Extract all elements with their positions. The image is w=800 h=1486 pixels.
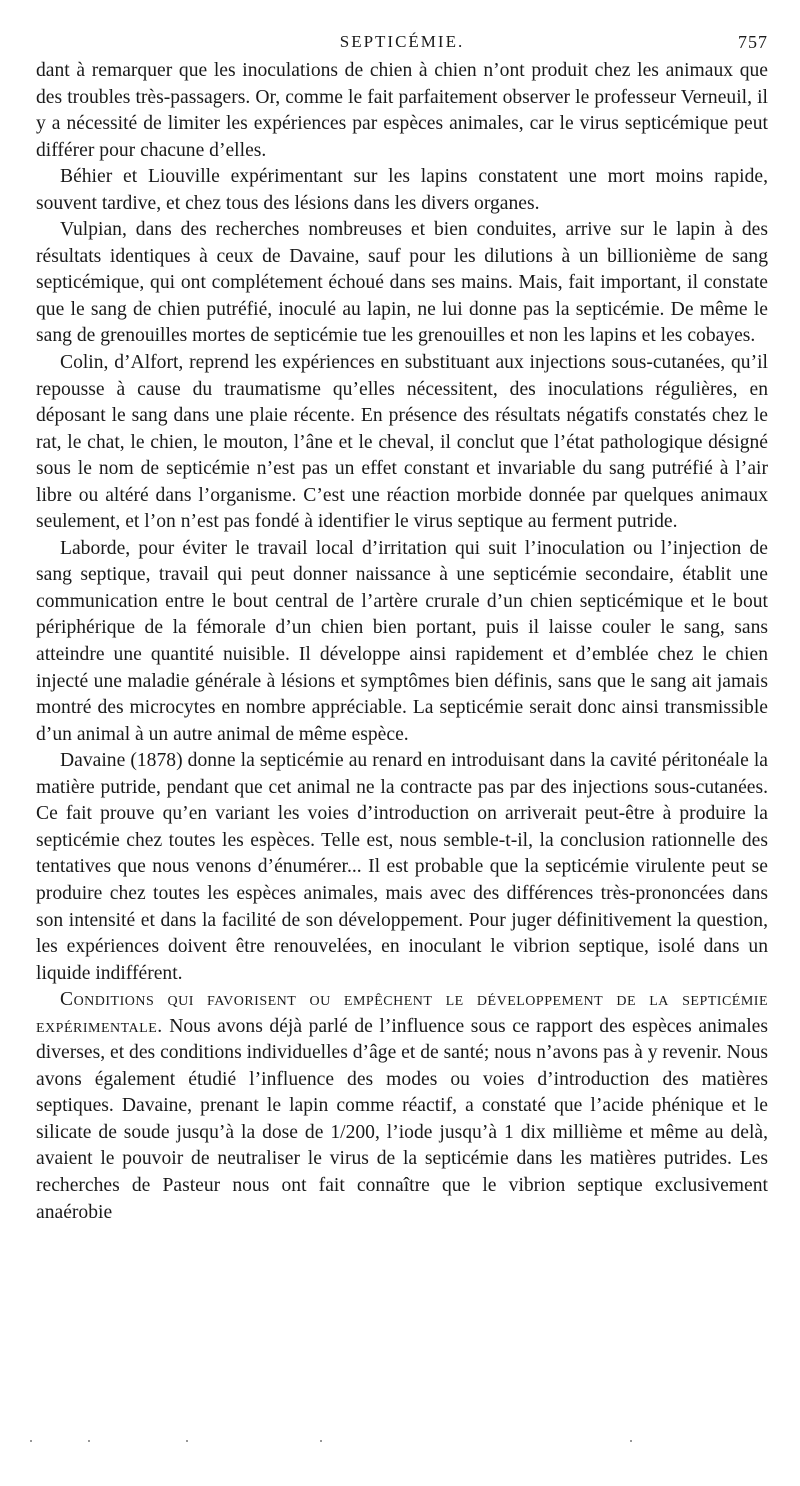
speck bbox=[630, 1440, 632, 1442]
page-header bbox=[36, 28, 768, 58]
speck bbox=[30, 1440, 32, 1442]
book-page bbox=[36, 28, 768, 1226]
paragraph: dant à remarquer que les inoculations de chien à chien n’ont produit chez les animaux que des troubles très-passagers. Or, comme le fait parfaitement observer le professeur Verneuil, il y a nécessité de limiter les expériences par espèces animales, car le virus septicémique peut différer pour chacune d’elles. bbox=[36, 60, 768, 161]
paragraph: Laborde, pour éviter le travail local d’irritation qui suit l’inoculation ou l’injection de sang septique, travail qui peut donner naissance à une septicémie secondaire, établit une communication entre le bout central de l’artère crurale d’un chien septicémique et le bout périphérique de la fémorale d’un chien bien portant, puis il laisse couler le sang, sans atteindre une quantité nuisible. Il développe ainsi rapidement et d’emblée chez le chien injecté une maladie générale à lésions et symptômes bien définis, sans que le sang ait jamais montré des microcytes en nombre appréciable. La septicémie serait donc ainsi transmissible d’un animal à un autre animal de même espèce. bbox=[36, 537, 768, 745]
running-title: SEPTICÉMIE. bbox=[339, 32, 465, 51]
section-heading: Conditions qui favorisent ou empêchent le développement de la septicémie expérimentale. bbox=[36, 989, 768, 1037]
section-paragraph bbox=[36, 987, 768, 1226]
paragraph: Davaine (1878) donne la septicémie au renard en introduisant dans la cavité péritonéale la matière putride, pendant que cet animal ne la contracte pas par des injections sous-cutanées. Ce fait prouve qu’en variant les voies d’introduction on arriverait peut-être à produire la septicémie chez toutes les espèces. Telle est, nous semble-t-il, la conclusion rationnelle des tentatives que nous venons d’énumérer... Il est probable que la septicémie virulente peut se produire chez toutes les espèces animales, mais avec des différences très-prononcées dans son intensité et dans la facilité de son développement. Pour juger définitivement la question, les expériences doivent être renouvelées, en inoculant le vibrion septique, isolé dans un liquide indifférent. bbox=[36, 750, 768, 984]
section-text: Nous avons déjà parlé de l’influence sous ce rapport des espèces animales diverses, et des conditions individuelles d’âge et de santé; nous n’avons pas à y revenir. Nous avons également étudié l’influence des modes ou voies d’introduction des matières septiques. Davaine, prenant le lapin comme réactif, a constaté que l’acide phénique et le silicate de soude jusqu’à la dose de 1/200, l’iode jusqu’à 1 dix millième et même au delà, avaient le pouvoir de neutraliser le virus de la septicémie dans les matières putrides. Les recherches de Pasteur nous ont fait connaître que le vibrion septique exclusivement anaérobie bbox=[36, 1015, 768, 1223]
paragraph: Vulpian, dans des recherches nombreuses et bien conduites, arrive sur le lapin à des résultats identiques à ceux de Davaine, sauf pour les dilutions à un billionième de sang septicémique, qui ont complétement échoué dans ses mains. Mais, fait important, il constate que le sang de chien putréfié, inoculé au lapin, ne lui donne pas la septicémie. De même le sang de grenouilles mortes de septicémie tue les grenouilles et non les lapins et les cobayes. bbox=[36, 219, 768, 347]
paragraph: Béhier et Liouville expérimentant sur les lapins constatent une mort moins rapide, souvent tardive, et chez tous des lésions dans les divers organes. bbox=[36, 166, 768, 214]
footer-specks bbox=[30, 1440, 750, 1446]
page-number: 757 bbox=[738, 32, 768, 52]
speck bbox=[320, 1440, 322, 1442]
speck bbox=[186, 1440, 188, 1442]
speck bbox=[88, 1440, 90, 1442]
body-text bbox=[36, 58, 768, 1226]
paragraph: Colin, d’Alfort, reprend les expériences en substituant aux injections sous-cutanées, qu’il repousse à cause du traumatisme qu’elles nécessitent, des inoculations régulières, en déposant le sang dans une plaie récente. En présence des résultats négatifs constatés chez le rat, le chat, le chien, le mouton, l’âne et le cheval, il conclut que l’état pathologique désigné sous le nom de septicémie n’est pas un effet constant et invariable du sang putréfié à l’air libre ou altéré dans l’organisme. C’est une réaction morbide donnée par quelques animaux seulement, et l’on n’est pas fondé à identifier le virus septique au ferment putride. bbox=[36, 352, 768, 533]
